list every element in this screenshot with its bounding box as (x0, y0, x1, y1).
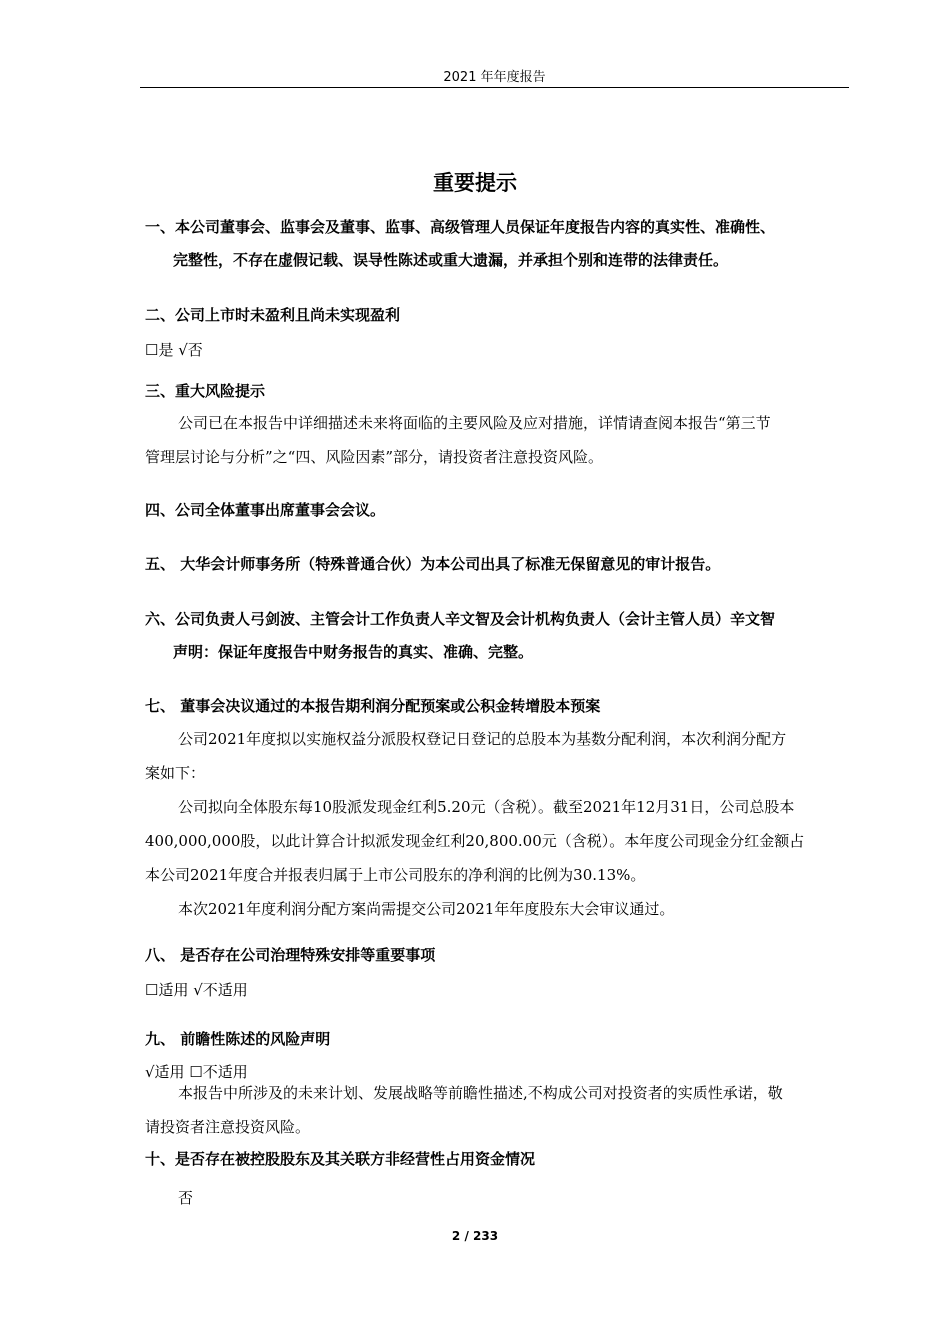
section-7-p1-line-2: 案如下： (145, 764, 206, 782)
page-header: 2021 年年度报告 (443, 70, 546, 85)
section-8-heading: 八、 是否存在公司治理特殊安排等重要事项 (145, 946, 436, 964)
section-3-heading: 三、重大风险提示 (145, 382, 266, 400)
section-9-heading: 九、 前瞻性陈述的风险声明 (145, 1030, 331, 1048)
section-3-body (145, 406, 851, 474)
section-9-line-2: 请投资者注意投资风险。 (145, 1118, 311, 1136)
section-10-heading: 十、是否存在被控股股东及其关联方非经营性占用资金情况 (145, 1150, 536, 1168)
document-title: 重要提示 (433, 171, 517, 195)
section-9-body (145, 1076, 851, 1144)
section-7-p2-line-1: 公司拟向全体股东每10股派发现金红利5.20元（含税）。截至2021年12月31日，公司总股本 (178, 798, 795, 816)
section-2-options: ☐是 √否 (145, 341, 203, 359)
section-7-body (145, 722, 851, 926)
section-6 (145, 603, 851, 669)
header-rule (140, 87, 849, 88)
section-6-line-2: 声明：保证年度报告中财务报告的真实、准确、完整。 (173, 643, 534, 661)
section-2-heading: 二、公司上市时未盈利且尚未实现盈利 (145, 306, 401, 324)
section-3-line-2: 管理层讨论与分析”之“四、风险因素”部分，请投资者注意投资风险。 (145, 448, 604, 466)
section-7-p2-line-2: 400,000,000股，以此计算合计拟派发现金红利20,800.00元（含税）。本年度公司现金分红金额占 (145, 832, 805, 850)
page-number: 2 / 233 (451, 1229, 499, 1243)
section-7-heading: 七、 董事会决议通过的本报告期利润分配预案或公积金转增股本预案 (145, 697, 601, 715)
section-8-options: ☐适用 √不适用 (145, 981, 248, 999)
section-7-p1-line-1: 公司2021年度拟以实施权益分派股权登记日登记的总股本为基数分配利润，本次利润分配方 (178, 730, 787, 748)
section-7-p2-line-3: 本公司2021年度合并报表归属于上市公司股东的净利润的比例为30.13%。 (145, 866, 646, 884)
section-3-line-1: 公司已在本报告中详细描述未来将面临的主要风险及应对措施，详情请查阅本报告“第三节 (178, 414, 771, 432)
section-7-p3-line-1: 本次2021年度利润分配方案尚需提交公司2021年年度股东大会审议通过。 (178, 900, 675, 918)
section-10-answer: 否 (178, 1189, 194, 1207)
section-9-options: √适用 ☐不适用 (145, 1063, 248, 1081)
section-9-line-1: 本报告中所涉及的未来计划、发展战略等前瞻性描述,不构成公司对投资者的实质性承诺，敬 (178, 1084, 783, 1102)
section-6-line-1: 六、公司负责人弓剑波、主管会计工作负责人辛文智及会计机构负责人（会计主管人员）辛文智 (145, 610, 776, 628)
section-1-line-2: 完整性，不存在虚假记载、误导性陈述或重大遗漏，并承担个别和连带的法律责任。 (173, 251, 729, 269)
section-1-line-1: 一、本公司董事会、监事会及董事、监事、高级管理人员保证年度报告内容的真实性、准确性、 (145, 218, 776, 236)
section-1 (145, 211, 851, 277)
section-5-heading: 五、 大华会计师事务所（特殊普通合伙）为本公司出具了标准无保留意见的审计报告。 (145, 555, 721, 573)
section-4-heading: 四、公司全体董事出席董事会会议。 (145, 501, 386, 519)
